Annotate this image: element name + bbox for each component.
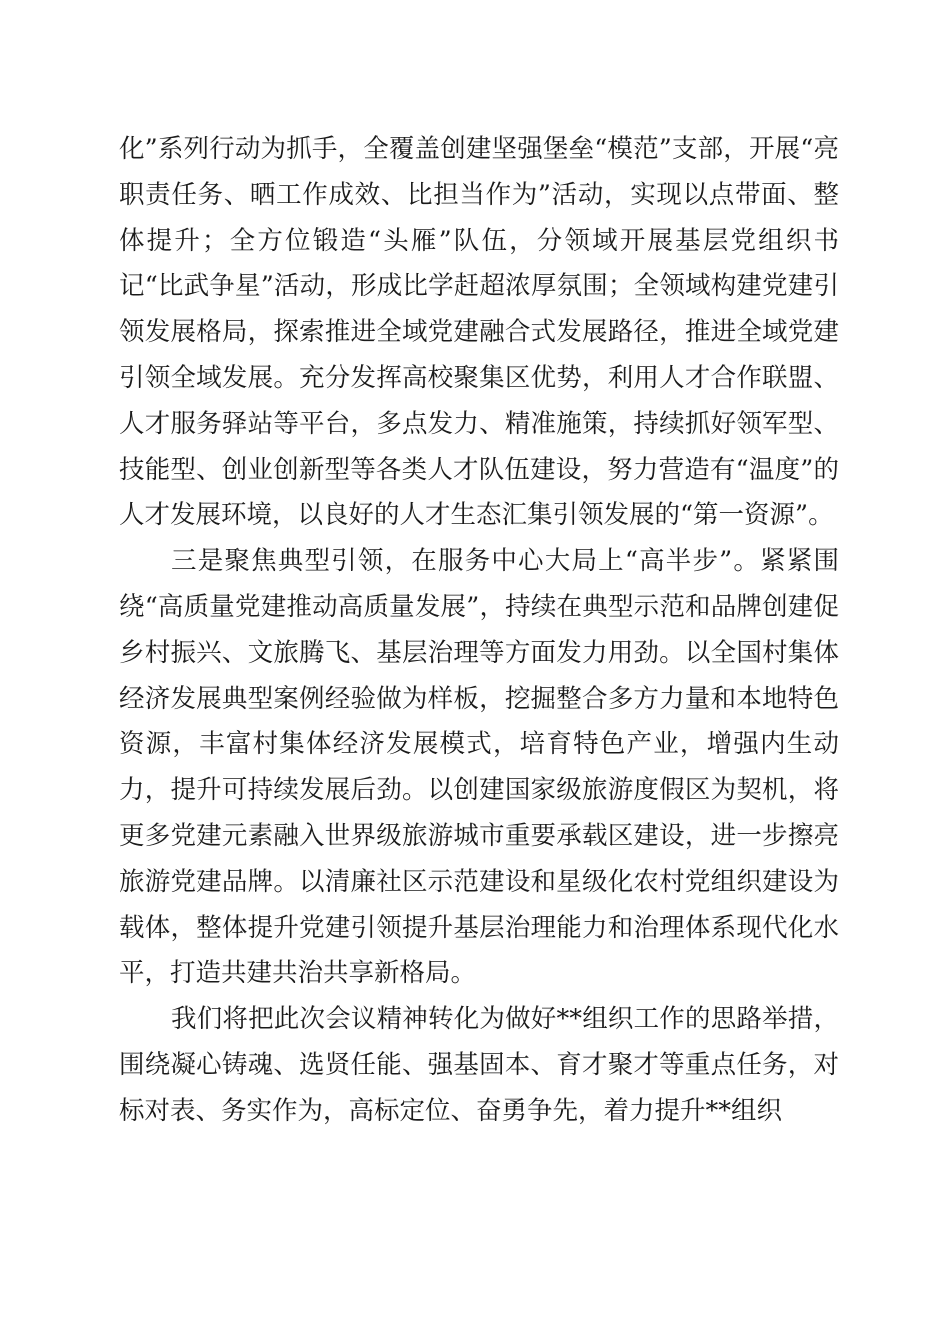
paragraph-meeting-spirit: 我们将把此次会议精神转化为做好**组织工作的思路举措，围绕凝心铸魂、选贤任能、强基固本、育才聚才等重点任务，对标对表、务实作为，高标定位、奋勇争先，着力提升**组织	[119, 1004, 839, 1126]
paragraph-typical-leadership: 三是聚焦典型引领，在服务中心大局上“高半步”。紧紧围绕“高质量党建推动高质量发展”，持续在典型示范和品牌创建促乡村振兴、文旅腾飞、基层治理等方面发力用劲。以全国村集体经济发展典型案例经验做为样板，挖掘整合多方力量和本地特色资源，丰富村集体经济发展模式，培育特色产业，增强内生动力，提升可持续发展后劲。以创建国家级旅游度假区为契机，将更多党建元素融入世界级旅游城市重要承载区建设，进一步擦亮旅游党建品牌。以清廉社区示范建设和星级化农村党组织建设为载体，整体提升党建引领提升基层治理能力和治理体系现代化水平，打造共建共治共享新格局。	[119, 546, 839, 989]
document-body	[119, 127, 839, 1135]
paragraph-talent-development: 化”系列行动为抓手，全覆盖创建坚强堡垒“模范”支部，开展“亮职责任务、晒工作成效、比担当作为”活动，实现以点带面、整体提升；全方位锻造“头雁”队伍，分领域开展基层党组织书记“比武争星”活动，形成比学赶超浓厚氛围；全领域构建党建引领发展格局，探索推进全域党建融合式发展路径，推进全域党建引领全域发展。充分发挥高校聚集区优势，利用人才合作联盟、人才服务驿站等平台，多点发力、精准施策，持续抓好领军型、技能型、创业创新型等各类人才队伍建设，努力营造有“温度”的人才发展环境，以良好的人才生态汇集引领发展的“第一资源”。	[119, 134, 839, 531]
